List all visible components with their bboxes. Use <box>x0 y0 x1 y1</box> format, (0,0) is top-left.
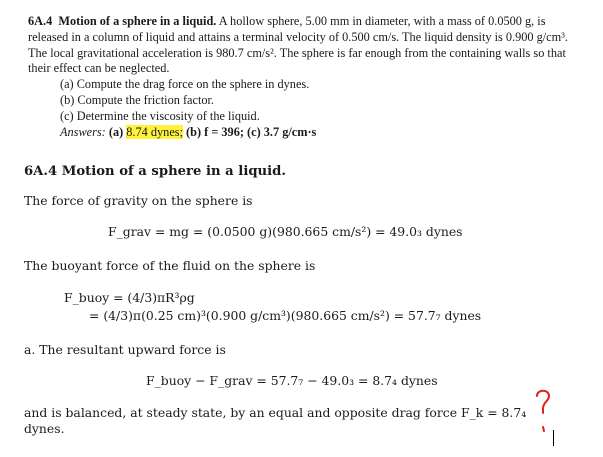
problem-title: Motion of a sphere in a liquid. <box>58 14 217 28</box>
problem-item-c: (c) Determine the viscosity of the liquid. <box>60 108 260 123</box>
answer-a-highlight: 8.74 dynes; <box>126 124 183 139</box>
question-mark-annotation-icon <box>533 387 553 437</box>
answers-label: Answers: <box>60 124 106 139</box>
problem-body: A hollow sphere, 5.00 mm in diameter, with a mass of 0.0500 g, is released in a column of liquid and attains a terminal velocity of 0.500 cm/s. The liquid density is 0.900 g/cm³. The local gravitational acceleration is 980.7 cm/s². The sphere is far enough from the containing walls so that their effect can be neglected. <box>28 14 568 76</box>
answer-rest: (b) f = 396; (c) 3.7 g/cm·s <box>182 124 317 139</box>
balance-text-line-2: dynes. <box>24 421 65 436</box>
problem-item-a: (a) Compute the drag force on the sphere in dynes. <box>60 77 310 92</box>
buoyant-equation-2: = (4/3)π(0.25 cm)³(0.900 g/cm³)(980.665 cm/s²) = 57.7₇ dynes <box>89 308 482 323</box>
buoyant-intro: The buoyant force of the fluid on the sphere is <box>24 258 316 273</box>
problem-item-b: (b) Compute the friction factor. <box>60 92 215 107</box>
balance-text-line-1: and is balanced, at steady state, by an equal and opposite drag force F_k = 8.7₄ <box>24 405 527 420</box>
gravity-equation: F_grav = mg = (0.0500 g)(980.665 cm/s²) = 49.0₃ dynes <box>108 224 463 239</box>
text-cursor <box>553 430 554 446</box>
problem-number: 6A.4 <box>28 14 53 28</box>
solution-title: 6A.4 Motion of a sphere in a liquid. <box>24 164 286 179</box>
answers-line <box>60 125 578 141</box>
part-a-intro: a. The resultant upward force is <box>24 342 226 357</box>
gravity-intro: The force of gravity on the sphere is <box>24 193 253 208</box>
buoyant-equation-1: F_buoy = (4/3)πR³ρg <box>64 290 195 305</box>
resultant-equation: F_buoy − F_grav = 57.7₇ − 49.0₃ = 8.7₄ dynes <box>146 373 438 388</box>
answer-a-prefix: (a) <box>108 124 127 139</box>
problem-statement <box>28 14 578 140</box>
